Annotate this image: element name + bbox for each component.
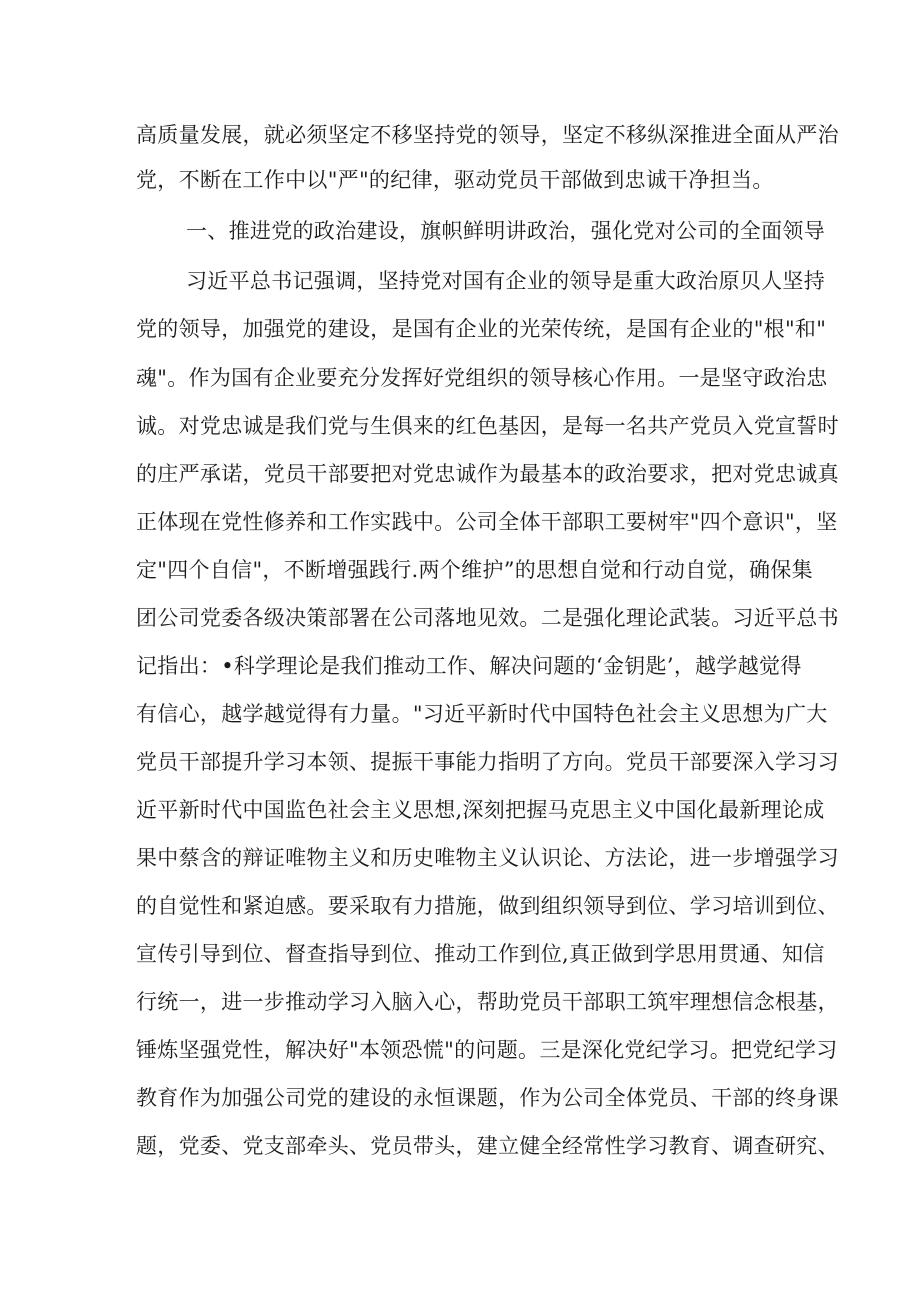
section-heading: 一、推进党的政治建设，旗帜鲜明讲政治，强化党对公司的全面领导 [186,219,825,243]
body-text-line: 行统一，进一步推动学习入脑入心，帮助党员干部职工筑牢理想信念根基， [136,990,839,1014]
body-text-line: 有信心，越学越觉得有力量。"习近平新时代中国特色社会主义思想为广大 [136,702,828,726]
body-text-line: 记指出：•科学理论是我们推动工作、解决问题的‘金钥匙’，越学越觉得 [136,654,802,678]
body-text-line: 正体现在党性修养和工作实践中。公司全体干部职工要树牢"四个意识"，坚 [136,510,838,534]
body-text-line: 魂"。作为国有企业要充分发挥好党组织的领导核心作用。一是坚守政治忠 [136,366,828,390]
body-text-line: 定"四个自信"，不断增强践行.两个维护”的思想自觉和行动自觉，确保集 [136,558,813,582]
body-text-line: 教育作为加强公司党的建设的永恒课题，作为公司全体党员、干部的终身课 [136,1086,839,1110]
body-text-line: 习近平总书记强调，坚持党对国有企业的领导是重大政治原贝人坚持 [186,269,825,293]
body-text-line: 锤炼坚强党性，解决好"本领恐慌"的问题。三是深化党纪学习。把党纪学习 [136,1038,838,1062]
body-text-line: 宣传引导到位、督查指导到位、推动工作到位,真正做到学思用贯通、知信 [136,942,825,966]
body-text-line: 果中蔡含的辩证唯物主义和历史唯物主义认识论、方法论，进一步增强学习 [136,846,839,870]
body-text-line: 题，党委、党支部牵头、党员带头，建立健全经常性学习教育、调查研究、 [136,1134,839,1158]
body-text-line: 党员干部提升学习本领、提振干事能力指明了方向。党员干部要深入学习习 [136,750,839,774]
body-text-line: 近平新时代中国监色社会主义思想,深刻把握马克思主义中国化最新理论成 [136,798,825,822]
body-text-line: 的自觉性和紧迫感。要采取有力措施，做到组织领导到位、学习培训到位、 [136,894,839,918]
body-text-line: 党，不断在工作中以"严"的纪律，驱动党员干部做到忠诚干净担当。 [136,168,774,192]
body-text-line: 团公司党委各级决策部署在公司落地见效。二是强化理论武装。习近平总书 [136,606,839,630]
body-text-line: 的庄严承诺，党员干部要把对党忠诚作为最基本的政治要求，把对党忠诚真 [136,462,839,486]
body-text-line: 党的领导，加强党的建设，是国有企业的光荣传统，是国有企业的"根"和" [136,317,827,341]
body-text-line: 诚。对党忠诚是我们党与生俱来的红色基因，是每一名共产党员入党宣誓时 [136,414,839,438]
body-text-line: 高质量发展，就必须坚定不移坚持党的领导，坚定不移纵深推进全面从严治 [136,123,839,147]
